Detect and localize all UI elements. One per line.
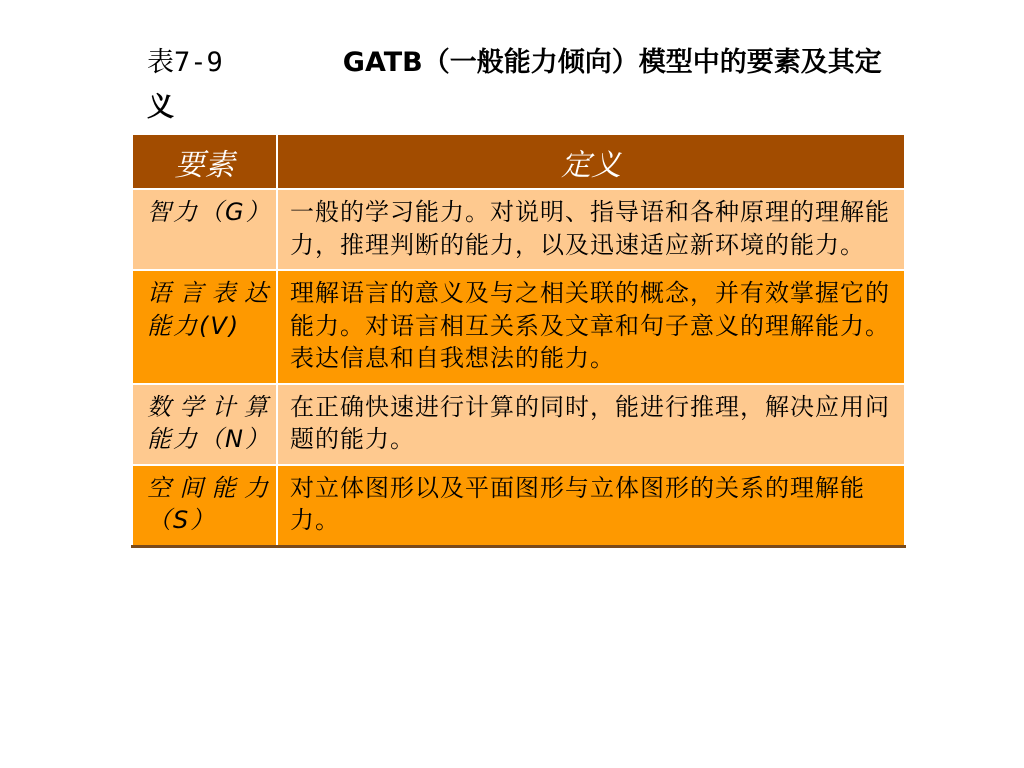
gatb-elements-table	[131, 133, 906, 548]
header-definition: 定义	[277, 134, 905, 189]
table-number: 表7-9	[147, 47, 223, 78]
element-cell: 空间能力（S）	[132, 465, 277, 547]
table-header-row	[132, 134, 905, 189]
definition-cell: 对立体图形以及平面图形与立体图形的关系的理解能力。	[277, 465, 905, 547]
element-cell: 智力（G）	[132, 189, 277, 270]
definition-cell: 理解语言的意义及与之相关联的概念，并有效掌握它的能力。对语言相互关系及文章和句子意义的理解能力。表达信息和自我想法的能力。	[277, 270, 905, 384]
header-element: 要素	[132, 134, 277, 189]
definition-cell: 一般的学习能力。对说明、指导语和各种原理的理解能力，推理判断的能力，以及迅速适应新环境的能力。	[277, 189, 905, 270]
table-row-verbal	[132, 270, 905, 384]
slide-title	[147, 40, 887, 130]
title-text: GATB（一般能力倾向）模型中的要素及其定义	[147, 47, 882, 123]
table-row-numerical	[132, 384, 905, 465]
element-cell: 语言表达能力(V)	[132, 270, 277, 384]
element-cell: 数学计算能力（N）	[132, 384, 277, 465]
definition-cell: 在正确快速进行计算的同时，能进行推理，解决应用问题的能力。	[277, 384, 905, 465]
table-row-intelligence	[132, 189, 905, 270]
table-row-spatial	[132, 465, 905, 547]
